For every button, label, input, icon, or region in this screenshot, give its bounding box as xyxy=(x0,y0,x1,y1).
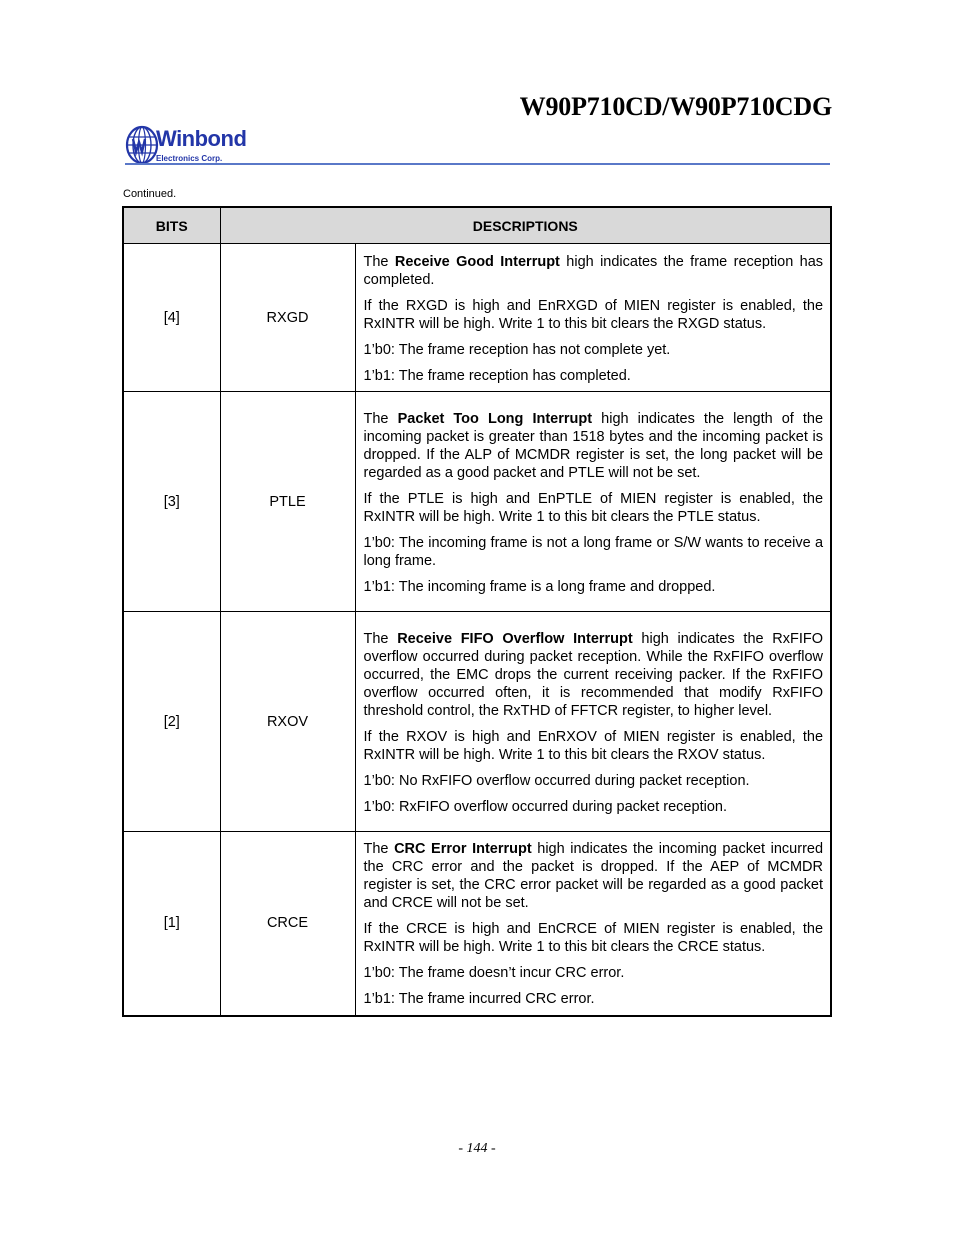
description-value-0: 1’b0: The incoming frame is not a long frame or S/W wants to receive a long frame. xyxy=(363,534,824,569)
description-paragraph: If the RXGD is high and EnRXGD of MIEN register is enabled, the RxINTR will be high. Write 1 to this bit clears the RXGD status. xyxy=(363,297,824,332)
description-value-1: 1’b1: The incoming frame is a long frame and dropped. xyxy=(363,578,716,595)
description-value-1: 1’b1: The frame reception has completed. xyxy=(363,367,631,384)
table-header-row xyxy=(123,207,831,244)
description-cell xyxy=(355,832,831,1016)
description-paragraph: If the RXOV is high and EnRXOV of MIEN register is enabled, the RxINTR will be high. Write 1 to this bit clears the RXOV status. xyxy=(363,728,824,763)
table-row xyxy=(123,392,831,612)
logo-subtitle: Electronics Corp. xyxy=(156,154,223,163)
header-rule xyxy=(125,163,830,165)
description-cell xyxy=(355,244,831,392)
description-lead: The Receive FIFO Overflow Interrupt high indicates the RxFIFO overflow occurred during packet reception. While the RxFIFO overflow occurred, the EMC drops the current receiving packer. If the RxFIFO overflow occurred often, it is recommended that modify RxFIFO threshold control, the RxTHD of FFTCR register, to higher level. xyxy=(363,630,824,719)
description-value-0: 1’b0: The frame reception has not complete yet. xyxy=(363,341,671,358)
description-lead: The CRC Error Interrupt high indicates the incoming packet incurred the CRC error and the packet is dropped. If the AEP of MCMDR register is set, the CRC error packet will be regarded as a good packet and CRCE will not be set. xyxy=(363,841,824,912)
description-lead: The Receive Good Interrupt high indicates the frame reception has completed. xyxy=(363,253,824,288)
doc-title: W90P710CD/W90P710CDG xyxy=(519,92,832,121)
bits-header: BITS xyxy=(123,207,220,244)
page-number: - 144 - xyxy=(458,1141,496,1156)
field-name-cell: RXGD xyxy=(220,244,355,392)
description-value-1: 1’b0: RxFIFO overflow occurred during packet reception. xyxy=(363,798,727,815)
description-value-0: 1’b0: The frame doesn’t incur CRC error. xyxy=(363,965,625,982)
description-cell xyxy=(355,612,831,832)
register-bits-table xyxy=(122,206,832,1017)
bit-cell: [3] xyxy=(123,392,220,612)
bit-cell: [4] xyxy=(123,244,220,392)
description-lead: The Packet Too Long Interrupt high indicates the length of the incoming packet is greater than 1518 bytes and the incoming packet is dropped. If the ALP of MCMDR register is set, the long packet will be regarded as a good packet and PTLE will not be set. xyxy=(363,410,824,481)
description-value-1: 1’b1: The frame incurred CRC error. xyxy=(363,991,595,1008)
field-name-cell: PTLE xyxy=(220,392,355,612)
table-row xyxy=(123,244,831,392)
bit-cell: [2] xyxy=(123,612,220,832)
winbond-globe-icon xyxy=(125,124,159,166)
descriptions-header: DESCRIPTIONS xyxy=(220,207,831,244)
logo-name: Winbond xyxy=(156,126,247,151)
description-paragraph: If the PTLE is high and EnPTLE of MIEN register is enabled, the RxINTR will be high. Write 1 to this bit clears the PTLE status. xyxy=(363,490,824,525)
winbond-logo xyxy=(125,124,255,168)
description-paragraph: If the CRCE is high and EnCRCE of MIEN register is enabled, the RxINTR will be high. Write 1 to this bit clears the CRCE status. xyxy=(363,921,824,956)
bit-cell: [1] xyxy=(123,832,220,1016)
field-name-cell: RXOV xyxy=(220,612,355,832)
continued-label: Continued. xyxy=(123,188,177,200)
description-cell xyxy=(355,392,831,612)
description-value-0: 1’b0: No RxFIFO overflow occurred during packet reception. xyxy=(363,772,750,789)
table-row xyxy=(123,832,831,1016)
field-name-cell: CRCE xyxy=(220,832,355,1016)
table-row xyxy=(123,612,831,832)
